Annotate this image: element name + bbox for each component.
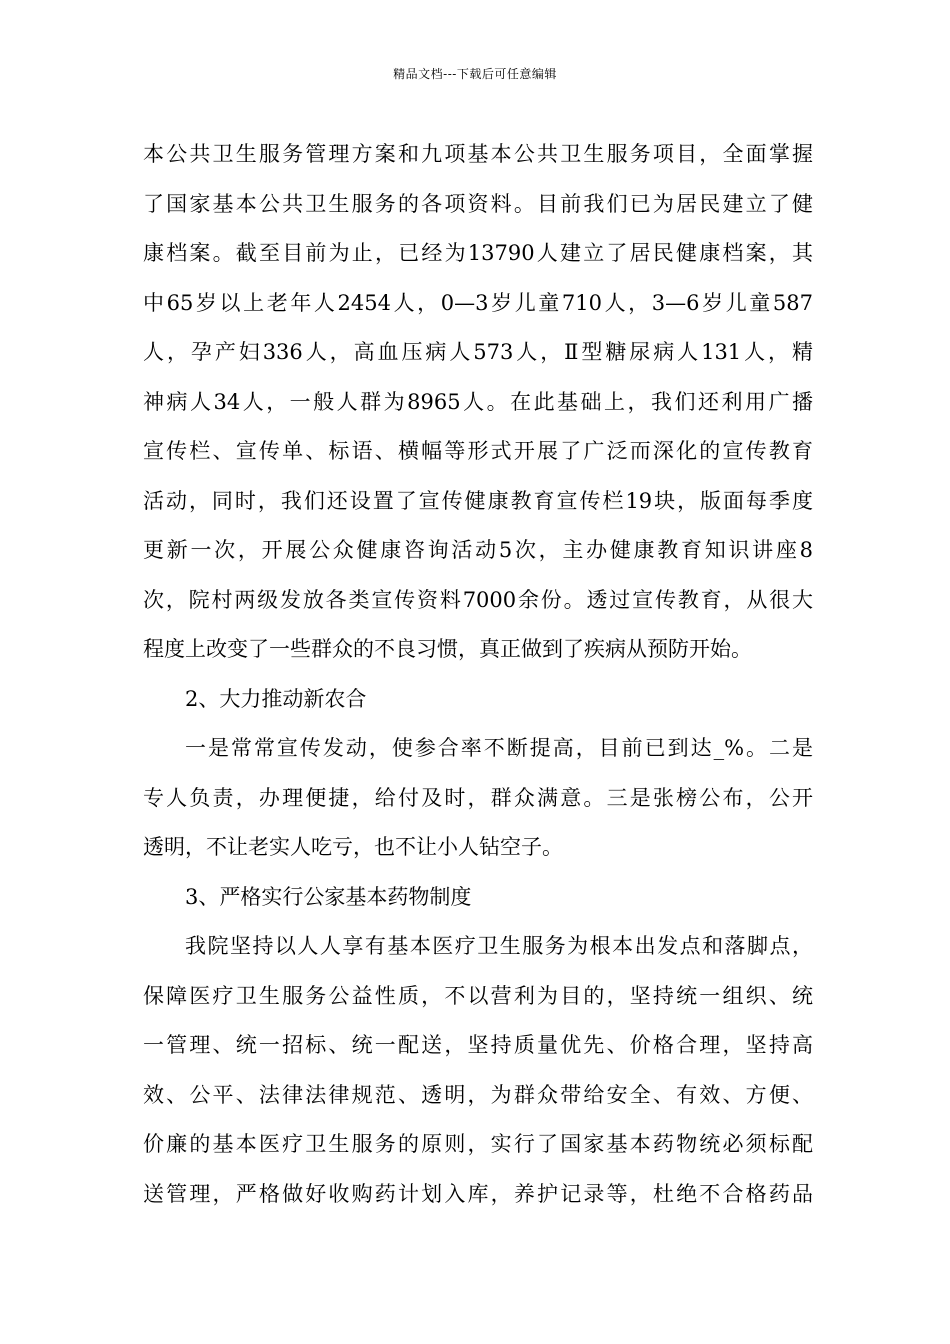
page-header: 精品文档---下载后可任意编辑 (393, 67, 557, 81)
body-line-7: 宣传栏、宣传单、标语、横幅等形式开展了广泛而深化的宣传教育 (143, 439, 813, 463)
body-line-3: 康档案。截至目前为止，已经为13790人建立了居民健康档案，其 (143, 241, 813, 265)
body-line-1: 本公共卫生服务管理方案和九项基本公共卫生服务项目，全面掌握 (143, 142, 813, 166)
document-body (143, 130, 813, 1219)
section-heading-essential-drugs: 3、严格实行公家基本药物制度 (185, 884, 472, 909)
body-line-10: 次，院村两级发放各类宣传资料7000余份。透过宣传教育，从很大 (143, 587, 813, 612)
body-line-8: 活动，同时，我们还设置了宣传健康教育宣传栏19块，版面每季度 (143, 488, 813, 513)
body-line-21: 价廉的基本医疗卫生服务的原则，实行了国家基本药物统必须标配 (143, 1132, 813, 1156)
section-heading-new-rural-coop: 2、大力推动新农合 (185, 686, 367, 711)
body-line-13: 一是常常宣传发动，使参合率不断提高，目前已到达_%。二是 (185, 736, 813, 760)
body-line-5: 人，孕产妇336人，高血压病人573人，Ⅱ型糖尿病人131人，精 (143, 340, 813, 364)
body-line-17: 我院坚持以人人享有基本医疗卫生服务为根本出发点和落脚点， (185, 934, 813, 958)
body-line-19: 一管理、统一招标、统一配送，坚持质量优先、价格合理，坚持高 (143, 1033, 813, 1057)
body-line-11: 程度上改变了一些群众的不良习惯，真正做到了疾病从预防开始。 (143, 637, 752, 661)
body-line-18: 保障医疗卫生服务公益性质，不以营利为目的，坚持统一组织、统 (143, 983, 813, 1008)
body-line-6: 神病人34人，一般人群为8965人。在此基础上，我们还利用广播 (143, 389, 813, 414)
body-line-4: 中65岁以上老年人2454人，0—3岁儿童710人，3—6岁儿童587 (143, 290, 813, 315)
body-line-15: 透明，不让老实人吃亏，也不让小人钻空子。 (143, 835, 563, 859)
body-line-2: 了国家基本公共卫生服务的各项资料。目前我们已为居民建立了健 (143, 191, 813, 216)
body-line-9: 更新一次，开展公众健康咨询活动5次，主办健康教育知识讲座8 (143, 538, 813, 562)
body-line-14: 专人负责，办理便捷，给付及时，群众满意。三是张榜公布，公开 (143, 785, 813, 810)
body-line-20: 效、公平、法律法律规范、透明，为群众带给安全、有效、方便、 (143, 1082, 813, 1107)
body-line-22: 送管理，严格做好收购药计划入库，养护记录等，杜绝不合格药品 (143, 1181, 813, 1206)
